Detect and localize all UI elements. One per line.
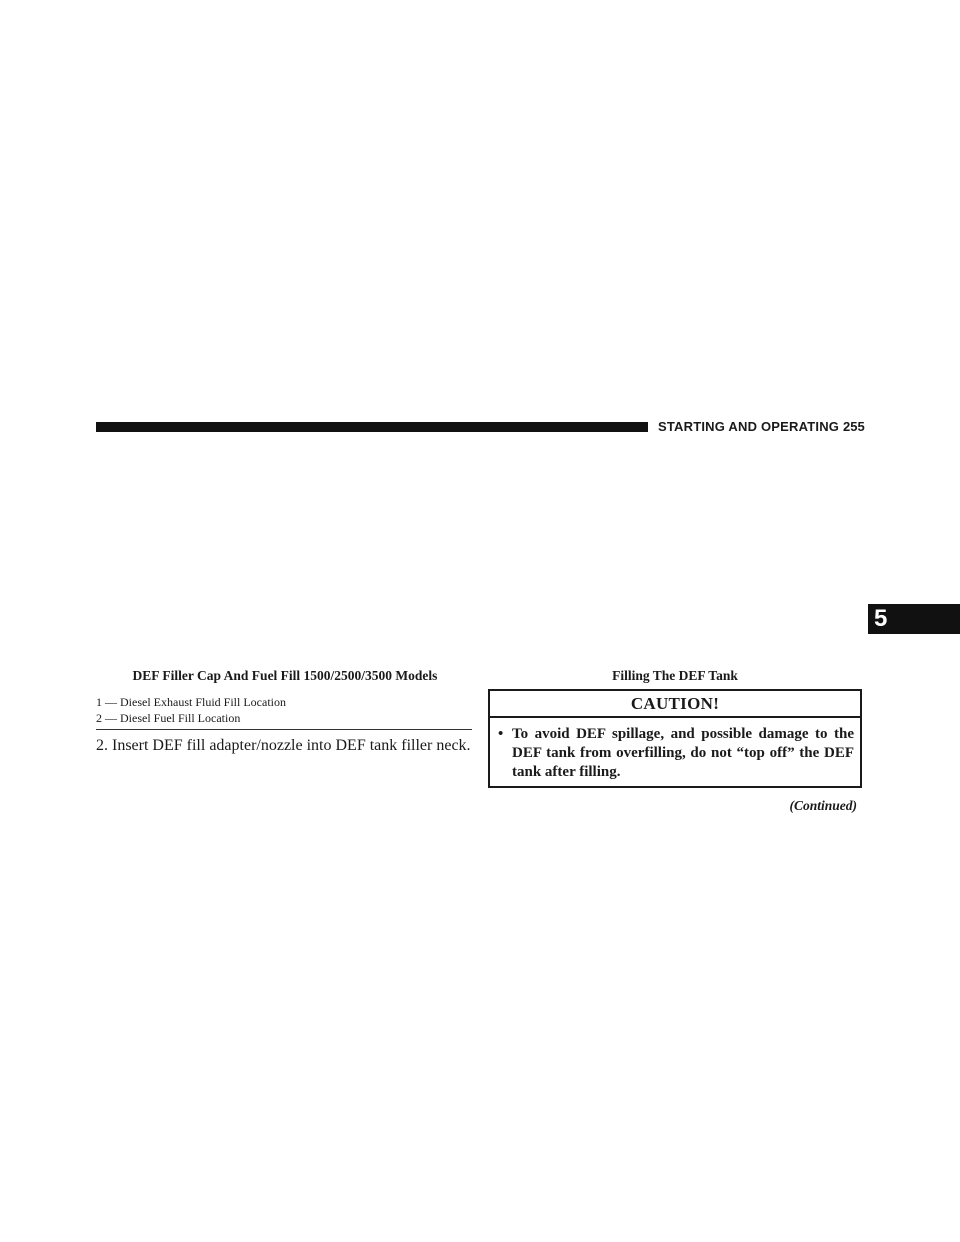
section-title: STARTING AND OPERATING (658, 419, 840, 434)
caution-box (488, 689, 862, 788)
continued-label: (Continued) (789, 798, 857, 813)
figure-caption-right: Filling The DEF Tank (612, 668, 738, 683)
legend-item: 2 — Diesel Fuel Fill Location (96, 711, 241, 725)
bullet-icon: • (498, 726, 504, 742)
header-rule-bar (96, 422, 648, 432)
figure-caption: DEF Filler Cap And Fuel Fill 1500/2500/3500 Models (132, 668, 438, 683)
chapter-tab: 5 (868, 604, 960, 634)
figure-legend (96, 694, 472, 730)
step-2-text: 2. Insert DEF fill adapter/nozzle into DEF tank filler neck. (96, 737, 471, 754)
caution-item (490, 718, 860, 782)
page-number: 255 (843, 419, 865, 434)
caution-text: To avoid DEF spillage, and possible damage to the DEF tank from overfilling, do not “top off” the DEF tank after filling. (512, 726, 854, 780)
legend-item: 1 — Diesel Exhaust Fluid Fill Location (96, 695, 286, 709)
caution-title: CAUTION! (490, 691, 860, 718)
